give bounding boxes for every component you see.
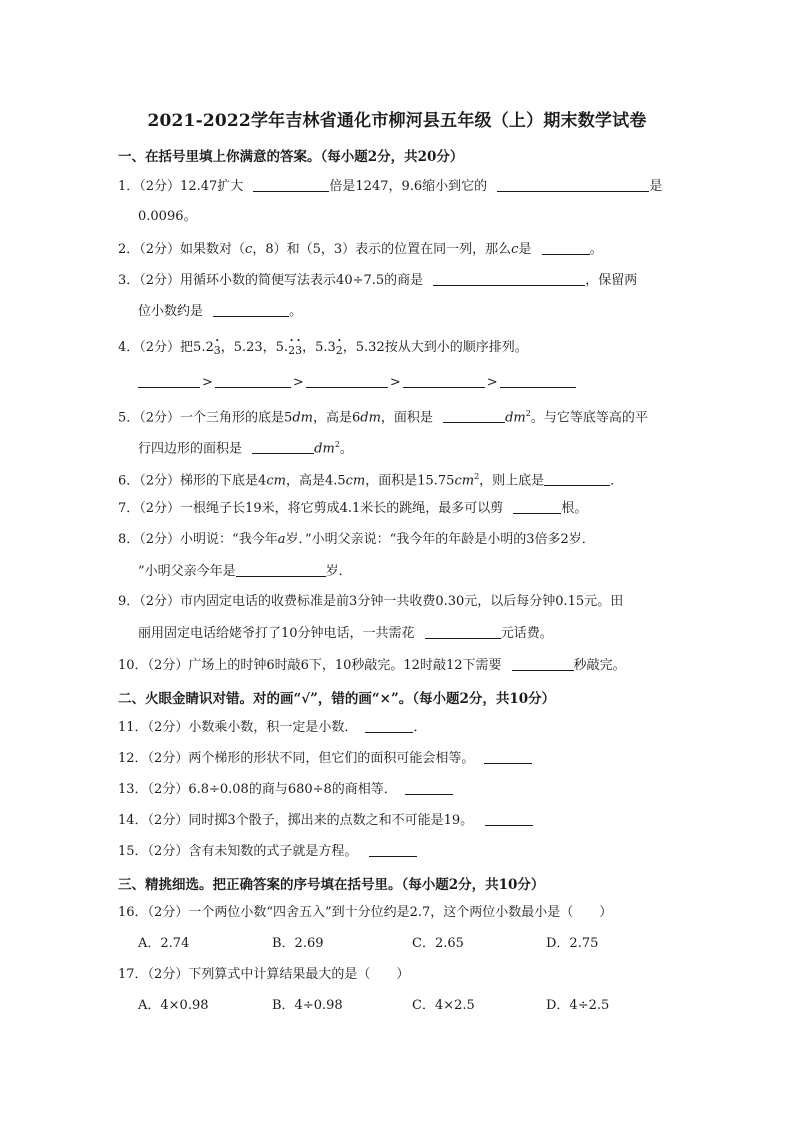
question-4-order: > > > > bbox=[138, 373, 576, 392]
section-2-heading: 二、火眼金睛识对错。对的画“√”，错的画“×”。（每小题2分，共10分） bbox=[118, 691, 556, 707]
repeating-digit: • 3 bbox=[214, 342, 221, 360]
answer-blank[interactable] bbox=[236, 562, 326, 577]
question-4: 4．（2分）把5.2• 3，5.23，5.• 2• 3，5.3• 2，5.32按从大到小的顺序排列。 bbox=[118, 339, 528, 360]
answer-blank[interactable] bbox=[544, 471, 610, 486]
option-d[interactable]: D．2.75 bbox=[546, 936, 599, 951]
option-c[interactable]: C．4×2.5 bbox=[412, 998, 475, 1013]
option-a[interactable]: A．2.74 bbox=[138, 936, 190, 951]
question-7: 7．（2分）一根绳子长19米，将它剪成4.1米长的跳绳，最多可以剪 根。 bbox=[118, 501, 588, 516]
question-8-cont: ”小明父亲今年是 岁． bbox=[138, 564, 352, 579]
answer-blank[interactable] bbox=[215, 373, 291, 388]
answer-blank[interactable] bbox=[513, 499, 561, 514]
answer-blank[interactable] bbox=[497, 177, 649, 192]
answer-blank[interactable] bbox=[252, 439, 314, 454]
answer-blank[interactable] bbox=[443, 408, 505, 423]
question-17-options bbox=[138, 997, 609, 1015]
section-3-heading: 三、精挑细选。把正确答案的序号填在括号里。（每小题2分，共10分） bbox=[118, 877, 545, 893]
question-10: 10．（2分）广场上的时钟6时敲6下，10秒敲完。12时敲12下需要 秒敲完。 bbox=[118, 658, 626, 673]
page-title: 2021-2022学年吉林省通化市柳河县五年级（上）期末数学试卷 bbox=[147, 111, 647, 131]
answer-blank[interactable] bbox=[425, 624, 501, 639]
question-16-options bbox=[138, 935, 598, 953]
question-3: 3．（2分）用循环小数的简便写法表示40÷7.5的商是 ，保留两 bbox=[118, 273, 638, 288]
section-1-heading: 一、在括号里填上你满意的答案。（每小题2分，共20分） bbox=[118, 149, 464, 165]
question-5-cont: 行四边形的面积是 $dm^2$。 bbox=[138, 440, 353, 457]
option-b[interactable]: B．2.69 bbox=[272, 936, 324, 951]
question-6: 6．（2分）梯形的下底是4cm，高是4.5cm，面积是$15.75cm^2$，则上底是 ． bbox=[118, 472, 624, 489]
question-13: 13．（2分）6.8÷0.08的商与680÷8的商相等． bbox=[118, 780, 453, 799]
repeating-digit: • 2 bbox=[288, 342, 295, 360]
option-b[interactable]: B．4÷0.98 bbox=[272, 998, 343, 1013]
answer-blank[interactable] bbox=[306, 373, 388, 388]
answer-blank[interactable] bbox=[542, 240, 590, 255]
question-3-cont: 位小数约是 。 bbox=[138, 304, 303, 319]
question-2: 2．（2分）如果数对（c，8）和（5，3）表示的位置在同一列，那么c是 。 bbox=[118, 242, 603, 257]
answer-blank[interactable] bbox=[484, 749, 532, 764]
question-16: 16．（2分）一个两位小数“四舍五入”到十分位约是2.7，这个两位小数最小是（ ） bbox=[118, 905, 613, 920]
option-c[interactable]: C．2.65 bbox=[412, 936, 464, 951]
option-a[interactable]: A．4×0.98 bbox=[138, 998, 209, 1013]
question-17: 17．（2分）下列算式中计算结果最大的是（ ） bbox=[118, 967, 410, 982]
repeating-digit: • 3 bbox=[295, 342, 302, 360]
question-11: 11．（2分）小数乘小数，积一定是小数． ． bbox=[118, 720, 427, 735]
question-1-cont: 0.0096。 bbox=[138, 209, 197, 224]
answer-blank[interactable] bbox=[485, 811, 533, 826]
repeating-digit: • 2 bbox=[336, 342, 343, 360]
question-8: 8．（2分）小明说：“我今年a岁．”小明父亲说：“我今年的年龄是小明的3倍多2岁． bbox=[118, 532, 595, 547]
question-1: 1．（2分）12.47扩大 倍是1247，9.6缩小到它的 是 bbox=[118, 179, 663, 194]
answer-blank[interactable] bbox=[253, 177, 329, 192]
question-14: 14．（2分）同时掷3个骰子，掷出来的点数之和不可能是19。 bbox=[118, 811, 533, 830]
answer-blank[interactable] bbox=[213, 302, 289, 317]
answer-blank[interactable] bbox=[433, 271, 585, 286]
answer-blank[interactable] bbox=[369, 842, 417, 857]
answer-blank[interactable] bbox=[500, 373, 576, 388]
answer-blank[interactable] bbox=[405, 780, 453, 795]
answer-blank[interactable] bbox=[512, 656, 574, 671]
answer-blank[interactable] bbox=[138, 373, 200, 388]
option-d[interactable]: D．4÷2.5 bbox=[546, 998, 610, 1013]
answer-blank[interactable] bbox=[365, 718, 413, 733]
question-12: 12．（2分）两个梯形的形状不同，但它们的面积可能会相等。 bbox=[118, 749, 532, 768]
question-9: 9．（2分）市内固定电话的收费标准是前3分钟一共收费0.30元，以后每分钟0.15元。田 bbox=[118, 594, 624, 609]
answer-blank[interactable] bbox=[403, 373, 485, 388]
question-9-cont: 丽用固定电话给姥爷打了10分钟电话，一共需花 元话费。 bbox=[138, 626, 553, 641]
question-5: 5．（2分）一个三角形的底是5dm，高是6dm，面积是 $dm^2$。与它等底等高的平 bbox=[118, 409, 648, 426]
question-15: 15．（2分）含有未知数的式子就是方程。 bbox=[118, 842, 417, 861]
